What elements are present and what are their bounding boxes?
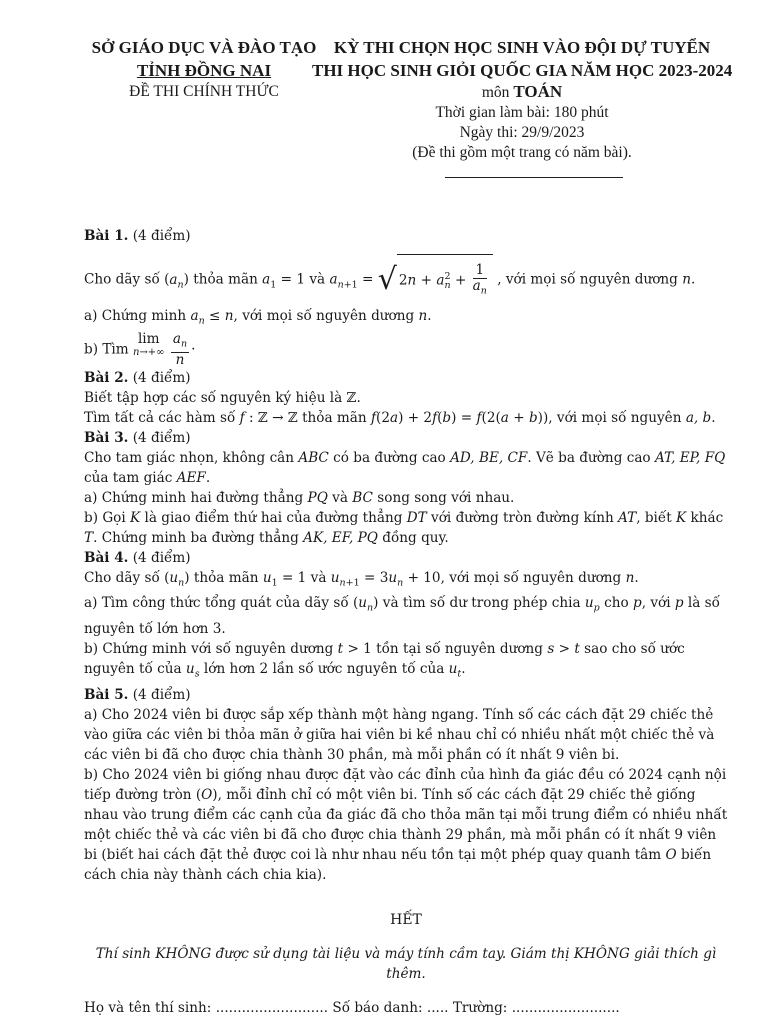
text-span: b) Chứng minh với số nguyên dương — [84, 641, 334, 658]
problem-4-points: (4 điểm) — [132, 549, 191, 566]
candidate-name-label: Họ và tên thí sinh: — [84, 999, 212, 1016]
problem-1-heading — [84, 226, 728, 246]
text-span: và — [310, 569, 327, 586]
text-span: và — [309, 271, 326, 288]
text-span: Tìm tất cả các hàm số — [84, 409, 236, 426]
problem-5-points: (4 điểm) — [132, 686, 191, 703]
problem-1-part-a: a) Chứng minh $a_n \le n$, với mọi số nguyên dương n. — [84, 308, 432, 327]
text-span: a) Chứng minh — [84, 308, 187, 325]
subject-line — [312, 82, 732, 103]
text-span: là giao điểm thứ hai của đường thẳng — [144, 509, 403, 526]
problem-4-title: Bài 4. — [84, 549, 129, 566]
text-span: song song với nhau. — [377, 489, 515, 506]
text-span: , mỗi đỉnh chỉ có một viên bi. Tính số các cách đặt 29 chiếc thẻ giống nhau vào trung điểm các cạnh của đa giác đã cho thỏa mãn tại mỗi trung điểm có nhiều nhất một chiếc thẻ và các viên bi đã cho được chia thành 29 phần, mà mỗi phần có ít nhất 9 viên bi (biết hai cách đặt thẻ được coi là như nhau nếu tồn tại một phép quay quanh tâm — [84, 786, 728, 863]
problem-3-title: Bài 3. — [84, 429, 129, 446]
text-span: a) Chứng minh hai đường thẳng — [84, 489, 304, 506]
problem-5-part-b: b) Cho 2024 viên bi giống nhau được đặt vào các đỉnh của hình đa giác đều có 2024 cạnh nội tiếp đường tròn (O), mỗi đỉnh chỉ có một viên bi. Tính số các cách đặt 29 chiếc thẻ giống nhau vào trung điểm các cạnh của đa giác đã cho thỏa mãn tại mỗi trung điểm có nhiều nhất một chiếc thẻ và các viên bi đã cho được chia thành 29 phần, mà mỗi phần có ít nhất 9 viên bi (biết hai cách đặt thẻ được coi là như nhau nếu tồn tại một phép quay quanh tâm O biến cách chia này thành cách chia kia). — [84, 766, 728, 883]
text-span: với đường tròn đường kính — [431, 509, 614, 526]
exam-rules-note: Thí sinh KHÔNG được sử dụng tài liệu và máy tính cầm tay. Giám thị KHÔNG giải thích gì thêm. — [95, 946, 717, 982]
text-span: , với mọi số nguyên dương — [440, 569, 622, 586]
candidate-number-blank: ..... — [426, 999, 449, 1016]
text-span: . Vẽ ba đường cao — [527, 449, 651, 466]
problem-1-points: (4 điểm) — [132, 228, 191, 244]
problem-4-heading — [84, 548, 728, 568]
text-span: b) Cho 2024 viên bi giống nhau được đặt vào các đỉnh của hình đa giác đều có 2024 cạnh nội tiếp đường tròn — [84, 766, 727, 803]
text-span: là số nguyên tố lớn hơn 3. — [84, 595, 720, 638]
exam-subtitle: THI HỌC SINH GIỎI QUỐC GIA NĂM HỌC 2023-2024 — [312, 61, 733, 80]
candidate-info-line — [84, 998, 728, 1018]
text-span: thỏa mãn — [193, 569, 259, 586]
text-span: và tìm số dư trong phép chia — [382, 595, 581, 612]
end-marker: HẾT — [390, 912, 422, 928]
header-right — [312, 36, 732, 163]
header-divider — [445, 177, 623, 178]
text-span: thỏa mãn — [193, 271, 258, 288]
exam-body — [84, 226, 728, 885]
exam-footer — [84, 896, 728, 1031]
text-span: của tam giác — [84, 469, 173, 486]
problem-2-line-2: Tìm tất cả các hàm số f : ℤ → ℤ thỏa mãn f(2a) + 2f(b) = f(2(a + b)), với mọi số nguyên a, b. — [84, 409, 716, 426]
problem-5-part-a: a) Cho 2024 viên bi được sắp xếp thành một hàng ngang. Tính số các cách đặt 29 chiếc thẻ vào giữa các viên bi thỏa mãn ở giữa hai viên bi kề nhau chỉ có nhiều nhất một chiếc thẻ và các viên bi đã cho được chia thành 30 phần, mà mỗi phần có ít nhất 9 viên bi. — [84, 706, 715, 763]
problem-4-part-a: a) Tìm công thức tổng quát của dãy số $(u_n)$ và tìm số dư trong phép chia $u_p$ cho p, với p là số nguyên tố lớn hơn 3. — [84, 595, 720, 638]
text-span: Cho dãy số — [84, 271, 160, 288]
problem-5-heading — [84, 685, 728, 705]
province-name: TỈNH ĐỒNG NAI — [136, 61, 272, 80]
text-span: có ba đường cao — [333, 449, 446, 466]
text-span: biến cách chia này thành cách chia kia). — [84, 846, 712, 883]
official-exam-label: ĐỀ THI CHÍNH THỨC — [129, 83, 279, 100]
text-span: Chứng minh ba đường thẳng — [101, 529, 299, 546]
school-blank: ......................... — [511, 999, 620, 1016]
text-span: , với mọi số nguyên — [548, 409, 682, 426]
problem-1-title: Bài 1. — [84, 228, 129, 244]
text-span: đồng quy. — [382, 529, 449, 546]
problem-3-heading — [84, 428, 728, 448]
text-span: Cho dãy số — [84, 569, 160, 586]
text-span: b) Gọi — [84, 509, 126, 526]
exam-duration: Thời gian làm bài: 180 phút — [435, 104, 609, 121]
candidate-name-blank: .......................... — [215, 999, 329, 1016]
subject-name: TOÁN — [513, 82, 563, 101]
problem-5-title: Bài 5. — [84, 686, 129, 703]
sqrt-expression: √ $2n + a^2_n$ + $\frac{1}{a_n}$ — [378, 254, 493, 306]
text-span: khác — [690, 509, 724, 526]
text-span: a) Tìm công thức tổng quát của dãy số — [84, 595, 349, 612]
text-span: thỏa mãn — [302, 409, 367, 426]
problem-3-part-a: a) Chứng minh hai đường thẳng PQ và BC song song với nhau. — [84, 489, 515, 506]
problem-2-heading — [84, 368, 728, 388]
header-left — [84, 36, 324, 102]
problem-2-line-1: Biết tập hợp các số nguyên ký hiệu là ℤ. — [84, 389, 361, 406]
exam-date: Ngày thi: 29/9/2023 — [459, 124, 585, 141]
text-span: b) Tìm — [84, 341, 129, 358]
problem-3-statement: Cho tam giác nhọn, không cân ABC có ba đường cao AD, BE, CF. Vẽ ba đường cao AT, EP, FQ của tam giác AEF. — [84, 449, 726, 486]
problem-2-points: (4 điểm) — [132, 369, 191, 386]
department-name: SỞ GIÁO DỤC VÀ ĐÀO TẠO — [91, 38, 317, 57]
text-span: , với mọi số nguyên dương — [233, 308, 415, 325]
problem-4-statement: Cho dãy số $(u_n)$ thỏa mãn $u_1 = 1$ và $u_{n+1} = 3u_n + 10$, với mọi số nguyên dương n. — [84, 569, 639, 589]
text-span: , với mọi số nguyên dương — [497, 271, 678, 288]
problem-1-statement: Cho dãy số $(a_n)$ thỏa mãn $a_1 = 1$ và $a_{n+1}$ = √ $2n + a^2_n$ + $\frac{1}{a_n}$ , với mọi số nguyên dương n. — [84, 254, 728, 306]
exam-title: KỲ THI CHỌN HỌC SINH VÀO ĐỘI DỰ TUYỂN — [333, 38, 711, 57]
text-span: tồn tại số nguyên dương — [376, 641, 543, 658]
problem-1-part-b: b) Tìm lim n→+∞ $\frac{a_n}{n}$ · — [84, 330, 196, 368]
problem-4-part-b: b) Chứng minh với số nguyên dương t > 1 tồn tại số nguyên dương s > t sao cho số ước nguyên tố của $u_s$ lớn hơn 2 lần số ước nguyên tố của $u_t$. — [84, 641, 685, 680]
school-label: Trường: — [452, 999, 508, 1016]
problem-3-part-b: b) Gọi K là giao điểm thứ hai của đường thẳng DT với đường tròn đường kính AT, biết K khác T. Chứng minh ba đường thẳng AK, EF, PQ đồng quy. — [84, 509, 724, 546]
text-span: cho — [604, 595, 629, 612]
text-span: lớn hơn 2 lần số ước nguyên tố của — [203, 661, 445, 678]
text-span: Cho tam giác nhọn, không cân — [84, 449, 295, 466]
text-span: , biết — [636, 509, 672, 526]
candidate-number-label: Số báo danh: — [332, 999, 423, 1016]
problem-2-title: Bài 2. — [84, 369, 129, 386]
text-span: , với — [641, 595, 671, 612]
text-span: sao cho số ước nguyên tố của — [84, 641, 685, 678]
text-span: và — [332, 489, 348, 506]
problem-3-points: (4 điểm) — [132, 429, 191, 446]
subject-prefix: môn — [481, 84, 510, 101]
pages-note: (Đề thi gồm một trang có năm bài). — [412, 144, 632, 161]
